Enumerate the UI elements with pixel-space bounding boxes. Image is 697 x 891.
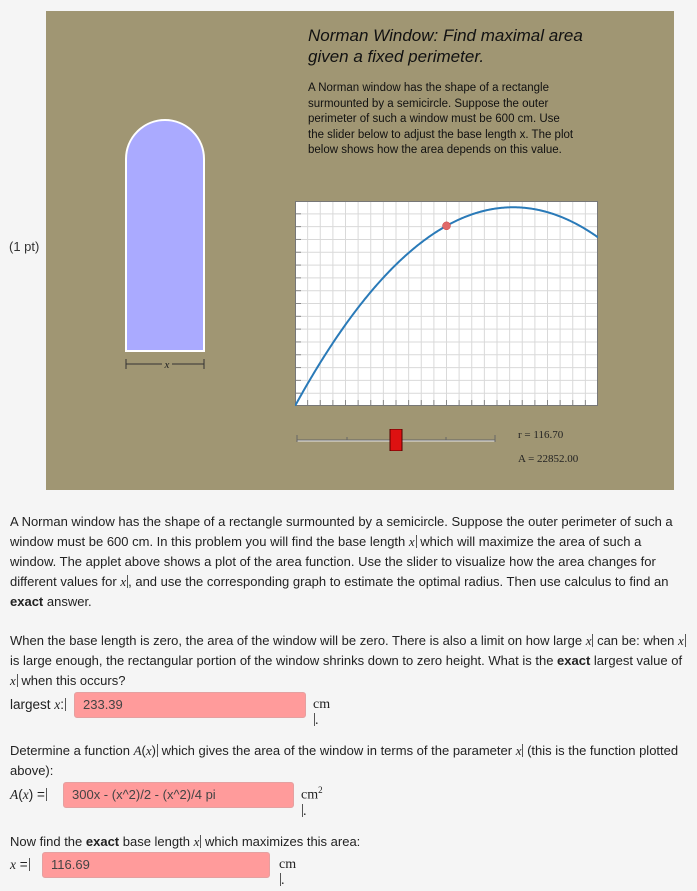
question-3-text: Now find the exact base length x which maximizes this area: <box>10 834 361 849</box>
area-function-label: A(x) = <box>10 787 45 802</box>
base-dimension-label: x <box>164 359 170 371</box>
radius-readout: r = 116.70 <box>518 429 564 441</box>
norman-window-shape <box>126 120 204 351</box>
current-value-marker <box>443 222 451 230</box>
optimal-x-input[interactable]: 116.69 <box>42 852 270 878</box>
area-function-unit: $cm^2$. <box>301 785 323 819</box>
area-function-input[interactable]: 300x - (x^2)/2 - (x^2)/4 pi <box>63 782 294 808</box>
area-readout: A = 22852.00 <box>518 453 579 465</box>
applet-description: A Norman window has the shape of a rectangle surmounted by a semicircle. Suppose the outer perimeter of such a window must be 600 cm. Use the slider below to adjust the base length x. The plot below shows how the area depends on this value. <box>308 82 574 156</box>
base-length-slider[interactable] <box>295 429 500 451</box>
largest-x-input[interactable]: 233.39 <box>74 692 306 718</box>
problem-intro: A Norman window has the shape of a rectangle surmounted by a semicircle. Suppose the outer perimeter of such a window must be 600 cm. In this problem you will find the base length x which will maximize the area of such a window. The applet above shows a plot of the area function. Use the slider to visualize how the area changes for different values for x , and use the corresponding graph to estimate the optimal radius. Then use calculus to find an exact answer. <box>10 514 673 609</box>
question-2-text: Determine a function A(x) which gives the area of the window in terms of the parameter x (this is the function plotted above): <box>10 743 679 778</box>
area-plot <box>295 201 598 406</box>
optimal-x-unit: cm. <box>279 857 297 888</box>
slider-thumb[interactable] <box>390 429 402 451</box>
norman-window-applet <box>46 11 674 490</box>
largest-x-unit: cm. <box>313 697 331 728</box>
largest-x-label: largest x: <box>10 697 65 712</box>
question-1-text: When the base length is zero, the area of the window will be zero. There is also a limit on how large x can be: when x is large enough, the rectangular portion of the window shrinks down to zero height. What is the exact largest value of x when this occurs? <box>10 633 684 688</box>
applet-title: Norman Window: Find maximal area given a fixed perimeter. <box>308 26 583 66</box>
points-label: (1 pt) <box>9 239 40 254</box>
optimal-x-label: x = <box>10 857 28 872</box>
